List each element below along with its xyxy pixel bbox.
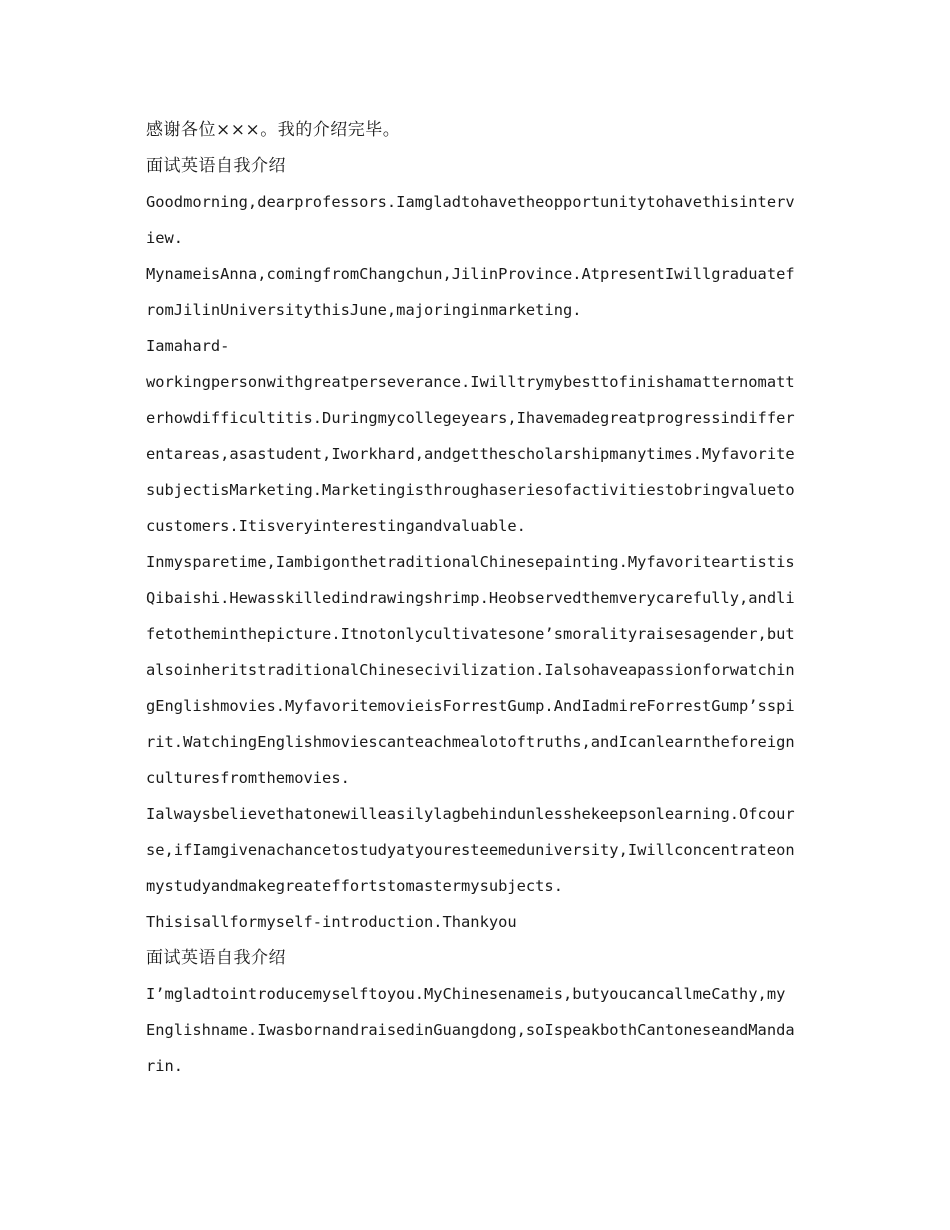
text-line: erhowdifficultitis.Duringmycollegeyears,Ihavemadegreatprogressindiffer — [146, 409, 795, 427]
text-line: Iamahard- — [146, 337, 230, 355]
text-line: 感谢各位×××。我的介绍完毕。 — [146, 120, 401, 140]
text-line: workingpersonwithgreatperseverance.Iwilltrymybesttofinishamatternomatt — [146, 373, 795, 391]
text-line: fetotheminthepicture.Itnotonlycultivatesone’smoralityraisesagender,but — [146, 625, 795, 643]
text-line: mystudyandmakegreateffortstomastermysubjects. — [146, 877, 563, 895]
text-line: Thisisallformyself-introduction.Thankyou — [146, 913, 517, 931]
text-line: se,ifIamgivenachancetostudyatyouresteemeduniversity,Iwillconcentrateon — [146, 841, 795, 859]
text-line: subjectisMarketing.Marketingisthroughaseriesofactivitiestobringvalueto — [146, 481, 795, 499]
text-line: rin. — [146, 1057, 184, 1075]
text-line: 面试英语自我介绍 — [146, 948, 286, 968]
text-line: customers.Itisveryinterestingandvaluable. — [146, 517, 526, 535]
text-line: iew. — [146, 229, 184, 247]
text-line: entareas,asastudent,Iworkhard,andgetthescholarshipmanytimes.Myfavorite — [146, 445, 795, 463]
text-line: alsoinheritstraditionalChinesecivilization.Ialsohaveapassionforwatchin — [146, 661, 795, 679]
text-line: MynameisAnna,comingfromChangchun,JilinProvince.AtpresentIwillgraduatef — [146, 265, 795, 283]
text-line: 面试英语自我介绍 — [146, 156, 286, 176]
text-line: Goodmorning,dearprofessors.Iamgladtohavetheopportunitytohavethisinterv — [146, 193, 795, 211]
text-line: gEnglishmovies.MyfavoritemovieisForrestGump.AndIadmireForrestGump’sspi — [146, 697, 795, 715]
text-line: Inmysparetime,IambigonthetraditionalChinesepainting.Myfavoriteartistis — [146, 553, 795, 571]
text-line: Qibaishi.Hewasskilledindrawingshrimp.Heobservedthemverycarefully,andli — [146, 589, 795, 607]
document-body — [146, 112, 806, 1084]
text-line: romJilinUniversitythisJune,majoringinmarketing. — [146, 301, 582, 319]
text-line: I’mgladtointroducemyselftoyou.MyChinesenameis,butyoucancallmeCathy,my — [146, 985, 786, 1003]
text-line: culturesfromthemovies. — [146, 769, 350, 787]
text-line: Ialwaysbelievethatonewilleasilylagbehindunlesshekeepsonlearning.Ofcour — [146, 805, 795, 823]
text-line: rit.WatchingEnglishmoviescanteachmealotoftruths,andIcanlearntheforeign — [146, 733, 795, 751]
text-line: Englishname.IwasbornandraisedinGuangdong,soIspeakbothCantoneseandManda — [146, 1021, 795, 1039]
